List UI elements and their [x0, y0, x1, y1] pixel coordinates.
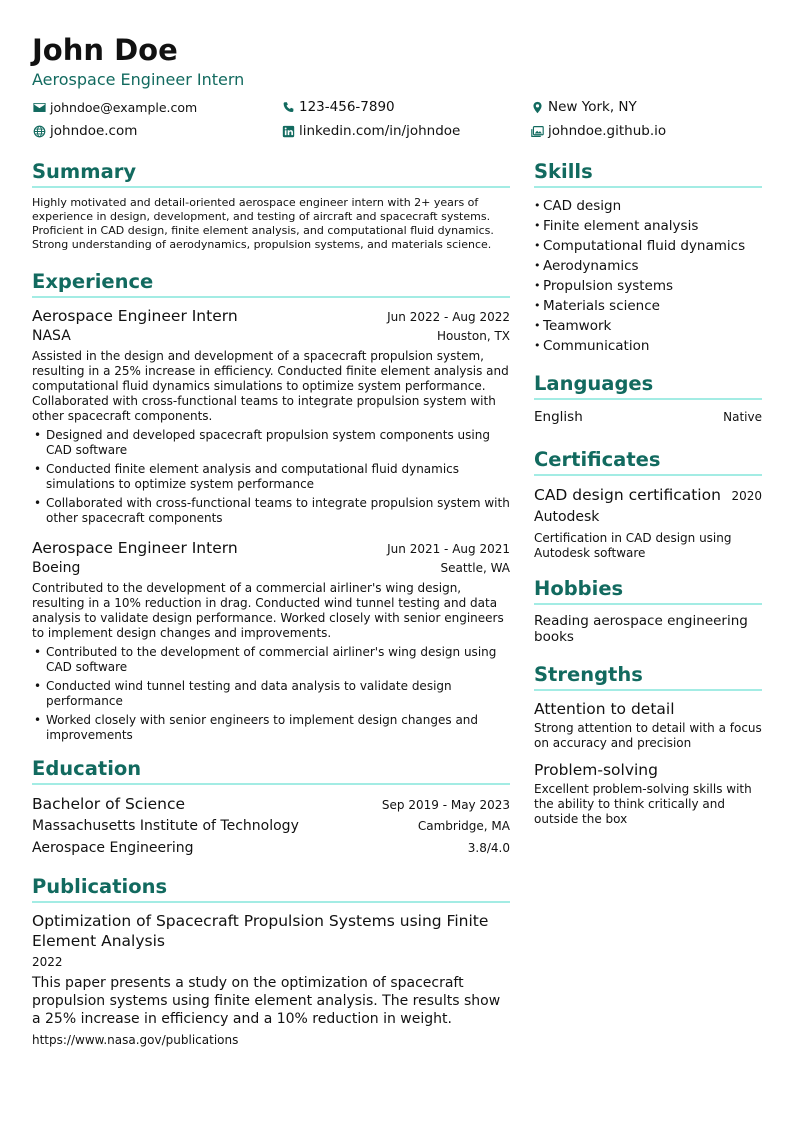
certificate-name: CAD design certification [534, 486, 721, 504]
education-school: Massachusetts Institute of Technology [32, 818, 299, 834]
contact-portfolio-text: johndoe.github.io [548, 123, 667, 139]
education-date: Sep 2019 - May 2023 [381, 798, 510, 812]
strength-description: Excellent problem-solving skills with the ability to think critically and outside the box [534, 782, 752, 826]
job-title: Aerospace Engineer Intern [32, 307, 238, 325]
strength-item [534, 699, 762, 751]
education-item [32, 793, 510, 859]
resume-page [32, 30, 762, 1047]
job-location: Houston, TX [436, 329, 510, 343]
job-bullet: • Conducted wind tunnel testing and data analysis to validate design performance [32, 679, 510, 709]
summary-text: Highly motivated and detail-oriented aerospace engineer intern with 2+ years of experience in design, development, and testing of aircraft and spacecraft systems. Proficient in CAD design, finite element analysis, and computational fluid dynamics. Strong understanding of aerodynamics, propulsion systems, and materials science. [32, 196, 494, 251]
publication-title: Optimization of Spacecraft Propulsion Systems using Finite Element Analysis [32, 912, 489, 950]
skill-item: • Propulsion systems [534, 276, 762, 296]
skill-item: • Computational fluid dynamics [534, 236, 762, 256]
strength-description: Strong attention to detail with a focus on accuracy and precision [534, 721, 762, 750]
publication-item [32, 911, 510, 1048]
job-bullet: • Worked closely with senior engineers to implement design changes and improvements [32, 713, 510, 743]
strength-title: Problem-solving [534, 761, 658, 779]
skill-item: • Finite element analysis [534, 216, 762, 236]
contact-phone-text: 123-456-7890 [299, 99, 395, 115]
job-organization: NASA [32, 328, 71, 344]
education-degree: Bachelor of Science [32, 795, 186, 813]
education-location: Cambridge, MA [417, 819, 510, 833]
language-level: Native [723, 410, 762, 424]
hobby-item: Reading aerospace engineering books [534, 613, 748, 645]
job-bullet: • Contributed to the development of commercial airliner's wing design using CAD software [32, 645, 510, 675]
candidate-name: John Doe [32, 33, 178, 67]
job-description: Contributed to the development of a commercial airliner's wing design, resulting in a 10% reduction in drag. Conducted wind tunnel testing and data analysis to validate design performance. Worked closely with senior engineers to implement design changes and improvements. [32, 581, 504, 640]
skills-list [534, 196, 762, 356]
skill-item: • Teamwork [534, 316, 762, 336]
job-bullets [32, 645, 510, 743]
globe-icon [32, 124, 46, 138]
contact-linkedin[interactable] [281, 122, 530, 140]
certificate-description: Certification in CAD design using Autodesk software [534, 531, 732, 560]
publication-description: This paper presents a study on the optimization of spacecraft propulsion systems using finite element analysis. The results show a 25% increase in efficiency and a 10% reduction in weight. [32, 975, 501, 1027]
language-name: English [534, 409, 583, 425]
certificate-issuer: Autodesk [534, 509, 600, 525]
section-title-summary: Summary [32, 158, 510, 188]
linkedin-icon [281, 124, 295, 138]
job-bullet: • Designed and developed spacecraft propulsion system components using CAD software [32, 428, 510, 458]
skill-item: • Materials science [534, 296, 762, 316]
experience-item [32, 538, 510, 743]
job-bullets [32, 428, 510, 526]
publication-year: 2022 [32, 955, 63, 969]
job-bullet: • Conducted finite element analysis and computational fluid dynamics simulations to optimize system performance [32, 462, 510, 492]
job-location: Seattle, WA [440, 561, 510, 575]
contact-email-text: johndoe@example.com [50, 99, 198, 115]
education-field: Aerospace Engineering [32, 840, 194, 856]
contact-website-text: johndoe.com [50, 123, 138, 139]
phone-icon [281, 100, 295, 114]
job-bullet: • Collaborated with cross-functional teams to integrate propulsion system with other spacecraft components [32, 496, 510, 526]
contact-linkedin-text: linkedin.com/in/johndoe [299, 123, 461, 139]
certificate-year: 2020 [731, 489, 762, 503]
job-organization: Boeing [32, 560, 81, 576]
skill-item: • Aerodynamics [534, 256, 762, 276]
skill-item: • CAD design [534, 196, 762, 216]
contact-portfolio[interactable] [530, 122, 762, 140]
section-title-publications: Publications [32, 873, 510, 903]
certificate-item [534, 484, 762, 561]
section-title-strengths: Strengths [534, 661, 762, 691]
candidate-role: Aerospace Engineer Intern [32, 70, 245, 89]
right-column [534, 158, 762, 836]
skill-item: • Communication [534, 336, 762, 356]
contact-phone[interactable] [281, 98, 530, 116]
section-title-certificates: Certificates [534, 446, 762, 476]
contact-list [32, 98, 762, 140]
job-title: Aerospace Engineer Intern [32, 539, 238, 557]
section-title-languages: Languages [534, 370, 762, 400]
publication-link[interactable]: https://www.nasa.gov/publications [32, 1033, 239, 1047]
language-item [534, 408, 762, 426]
education-gpa: 3.8/4.0 [467, 841, 510, 855]
experience-item [32, 306, 510, 526]
section-title-education: Education [32, 755, 510, 785]
job-description: Assisted in the design and development of a spacecraft propulsion system, resulting in a 25% increase in efficiency. Conducted finite element analysis and computational fluid dynamics simulations to optimize system performance. Collaborated with cross-functional teams to integrate propulsion system with other spacecraft components. [32, 349, 509, 423]
contact-email[interactable] [32, 98, 281, 116]
section-title-skills: Skills [534, 158, 762, 188]
section-title-experience: Experience [32, 268, 510, 298]
strength-title: Attention to detail [534, 700, 675, 718]
contact-location-text: New York, NY [548, 99, 637, 115]
job-date: Jun 2022 - Aug 2022 [387, 310, 510, 324]
section-title-hobbies: Hobbies [534, 575, 762, 605]
map-pin-icon [530, 100, 544, 114]
contact-website[interactable] [32, 122, 281, 140]
strength-item [534, 760, 762, 827]
portfolio-icon [530, 124, 544, 138]
envelope-icon [32, 100, 46, 114]
job-date: Jun 2021 - Aug 2021 [387, 542, 510, 556]
left-column [32, 158, 510, 1048]
contact-location [530, 98, 762, 116]
